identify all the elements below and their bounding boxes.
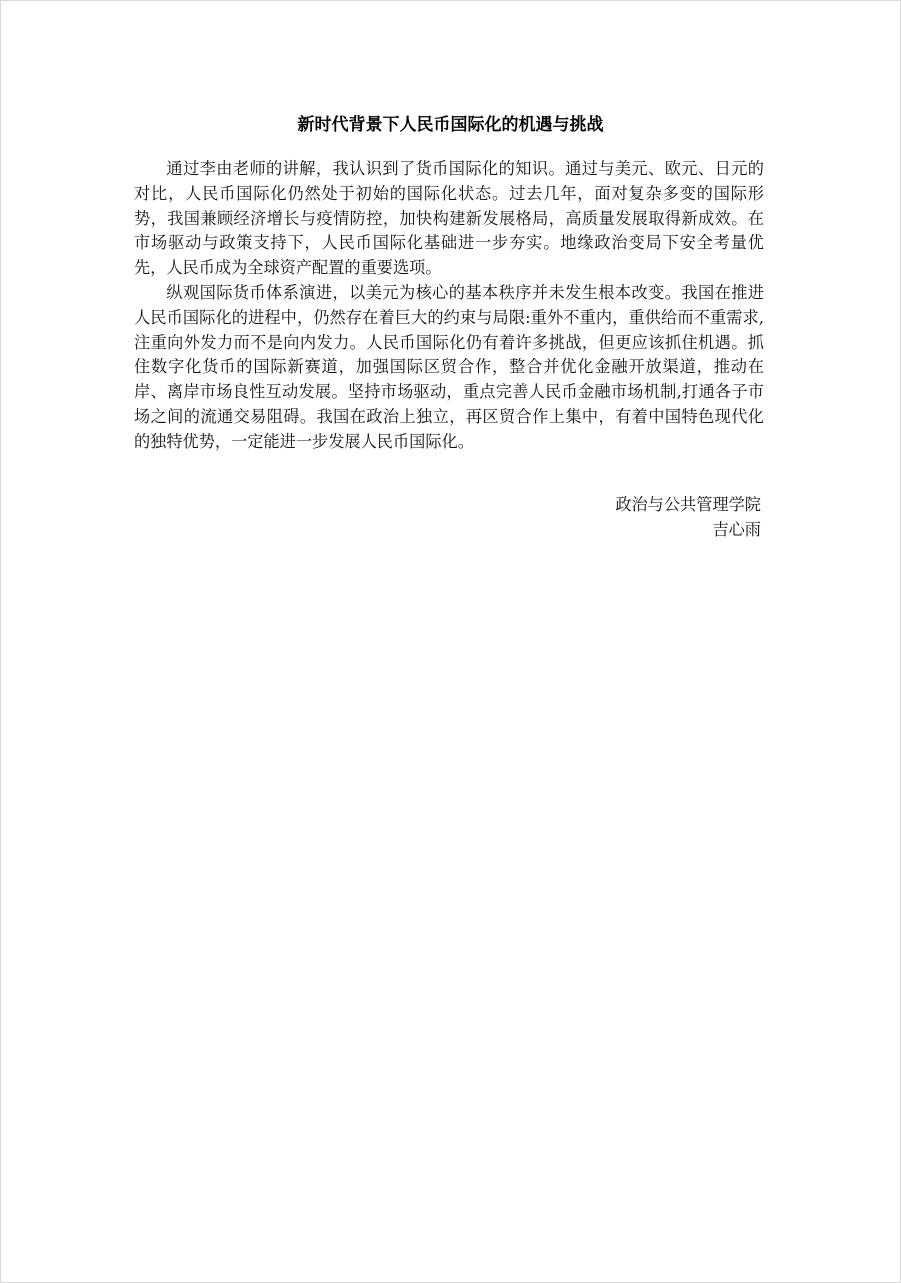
signature-block bbox=[615, 492, 761, 542]
signature-department: 政治与公共管理学院 bbox=[615, 495, 761, 514]
document-title: 新时代背景下人民币国际化的机遇与挑战 bbox=[297, 115, 604, 135]
paragraph-2: 纵观国际货币体系演进，以美元为核心的基本秩序并未发生根本改变。我国在推进人民币国际化的进程中，仍然存在着巨大的约束与局限:重外不重内，重供给而不重需求,注重向外发力而不是向内发力。人民币国际化仍有着许多挑战，但更应该抓住机遇。抓住数字化货币的国际新赛道，加强国际区贸合作，整合并优化金融开放渠道，推动在岸、离岸市场良性互动发展。坚持市场驱动，重点完善人民币金融市场机制,打通各子市场之间的流通交易阻碍。我国在政治上独立，再区贸合作上集中，有着中国特色现代化的独特优势，一定能进一步发展人民币国际化。 bbox=[134, 282, 764, 451]
document-body bbox=[134, 157, 764, 455]
signature-author: 吉心雨 bbox=[712, 520, 761, 539]
paragraph-1: 通过李由老师的讲解，我认识到了货币国际化的知识。通过与美元、欧元、日元的对比，人民币国际化仍然处于初始的国际化状态。过去几年，面对复杂多变的国际形势，我国兼顾经济增长与疫情防控，加快构建新发展格局，高质量发展取得新成效。在市场驱动与政策支持下，人民币国际化基础进一步夯实。地缘政治变局下安全考量优先，人民币成为全球资产配置的重要选项。 bbox=[134, 159, 764, 278]
